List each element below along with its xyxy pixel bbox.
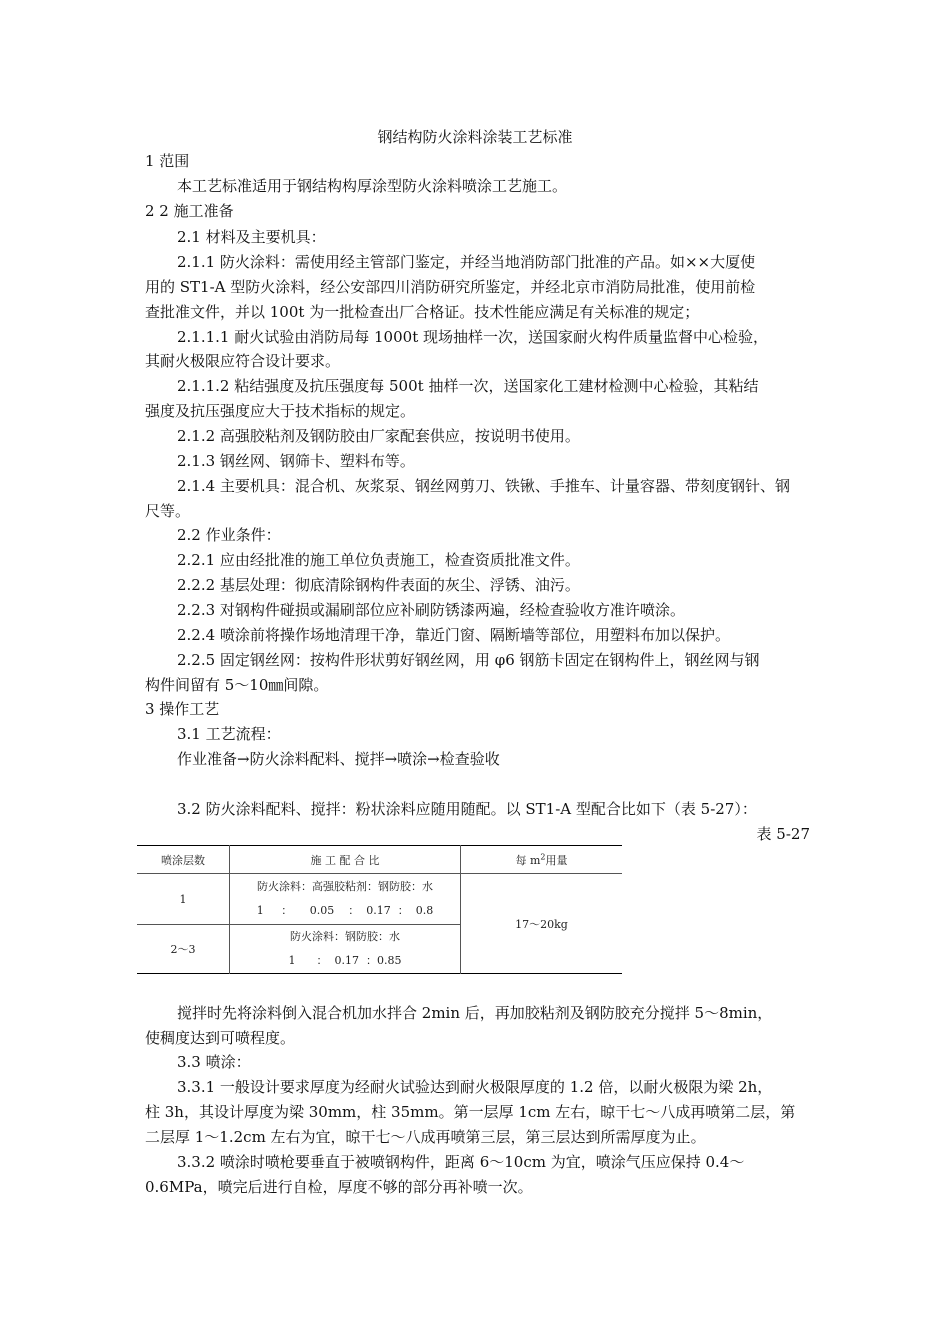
mix-ratio-table: [137, 845, 622, 974]
paragraph-line: 2.1 材料及主要机具：: [177, 228, 326, 246]
table-caption: 表 5-27: [756, 825, 810, 843]
paragraph-line: 2.1.1.2 粘结强度及抗压强度每 500t 抽样一次，送国家化工建材检测中心检验，其粘结: [177, 377, 759, 395]
table-row: [137, 874, 622, 925]
paragraph-line: 2.2.3 对钢构件碰损或漏刷部位应补刷防锈漆两遍，经检查验收方准许喷涂。: [177, 601, 685, 619]
section-heading: 3 操作工艺: [145, 700, 220, 718]
paragraph-line: 使稠度达到可喷程度。: [145, 1029, 296, 1047]
paragraph-line: 2.1.4 主要机具：混合机、灰浆泵、钢丝网剪刀、铁锹、手推车、计量容器、带刻度钢针、钢: [177, 477, 790, 495]
paragraph-line: 2.2.4 喷涂前将操作场地清理干净，靠近门窗、隔断墙等部位，用塑料布加以保护。: [177, 626, 730, 644]
paragraph-line: 2.2.5 固定钢丝网：按构件形状剪好钢丝网，用 φ6 钢筋卡固定在钢构件上，钢丝网与钢: [177, 651, 760, 669]
paragraph-line: 3.2 防火涂料配料、搅拌：粉状涂料应随用随配。以 ST1-A 型配合比如下（表 5-27）：: [177, 800, 757, 818]
paragraph-line: 2.1.2 高强胶粘剂及钢防胶由厂家配套供应，按说明书使用。: [177, 427, 580, 445]
paragraph-line: 3.3.1 一般设计要求厚度为经耐火试验达到耐火极限厚度的 1.2 倍，以耐火极限为梁 2h，: [177, 1078, 773, 1096]
paragraph-line: 本工艺标准适用于钢结构构厚涂型防火涂料喷涂工艺施工。: [177, 177, 568, 195]
ratio-cell: 防火涂料：钢防胶：水 1 ： 0.17 ：0.85: [230, 925, 461, 974]
doc-title: 钢结构防火涂料涂装工艺标准: [377, 128, 573, 146]
paragraph-line: 二层厚 1～1.2cm 左右为宜，晾干七～八成再喷第三层，第三层达到所需厚度为止。: [145, 1128, 706, 1146]
table-header-row: [137, 846, 622, 874]
header-ratio: 施 工 配 合 比: [230, 846, 461, 874]
layers-cell: 2～3: [137, 925, 230, 974]
paragraph-line: 2.2.1 应由经批准的施工单位负责施工，检查资质批准文件。: [177, 551, 580, 569]
paragraph-line: 3.1 工艺流程：: [177, 725, 281, 743]
paragraph-line: 2.2.2 基层处理：彻底清除钢构件表面的灰尘、浮锈、油污。: [177, 576, 580, 594]
paragraph-line: 2.1.1 防火涂料：需使用经主管部门鉴定，并经当地消防部门批准的产品。如××大厦使: [177, 253, 756, 271]
paragraph-line: 强度及抗压强度应大于技术指标的规定。: [145, 402, 416, 420]
paragraph-line: 2.2 作业条件：: [177, 526, 281, 544]
paragraph-line: 搅拌时先将涂料倒入混合机加水拌合 2min 后，再加胶粘剂及钢防胶充分搅拌 5～8min，: [177, 1004, 773, 1022]
section-heading: 2 2 施工准备: [145, 202, 234, 220]
section-heading: 1 范围: [145, 152, 190, 170]
paragraph-line: 2.1.3 钢丝网、钢筛卡、塑料布等。: [177, 452, 415, 470]
header-usage: 每 $m^2$用量: [461, 846, 623, 874]
header-layers: 喷涂层数: [137, 846, 230, 874]
paragraph-line: 2.1.1.1 耐火试验由消防局每 1000t 现场抽样一次，送国家耐火构件质量监督中心检验，: [177, 328, 768, 346]
paragraph-line: 用的 ST1-A 型防火涂料，经公安部四川消防研究所鉴定，并经北京市消防局批准，使用前检: [145, 278, 756, 296]
paragraph-line: 查批准文件，并以 100t 为一批检查出厂合格证。技术性能应满足有关标准的规定；: [145, 303, 700, 321]
paragraph-line: 尺等。: [145, 502, 191, 520]
paragraph-line: 柱 3h，其设计厚度为梁 30mm，柱 35mm。第一层厚 1cm 左右，晾干七～八成再喷第二层，第: [145, 1103, 796, 1121]
paragraph-line: 0.6MPa，喷完后进行自检，厚度不够的部分再补喷一次。: [145, 1178, 533, 1196]
paragraph-line: 其耐火极限应符合设计要求。: [145, 352, 341, 370]
process-flow: 作业准备→防火涂料配料、搅拌→喷涂→检查验收: [177, 750, 500, 768]
paragraph-line: 3.3 喷涂：: [177, 1053, 251, 1071]
ratio-cell: 防火涂料：高强胶粘剂：钢防胶：水 1 ： 0.05 ： 0.17 ： 0.8: [230, 874, 461, 925]
paragraph-line: 构件间留有 5～10㎜间隙。: [145, 676, 329, 694]
paragraph-line: 3.3.2 喷涂时喷枪要垂直于被喷钢构件，距离 6～10cm 为宜，喷涂气压应保持 0.4～: [177, 1153, 745, 1171]
usage-cell: 17～20kg: [461, 874, 623, 974]
layers-cell: 1: [137, 874, 230, 925]
